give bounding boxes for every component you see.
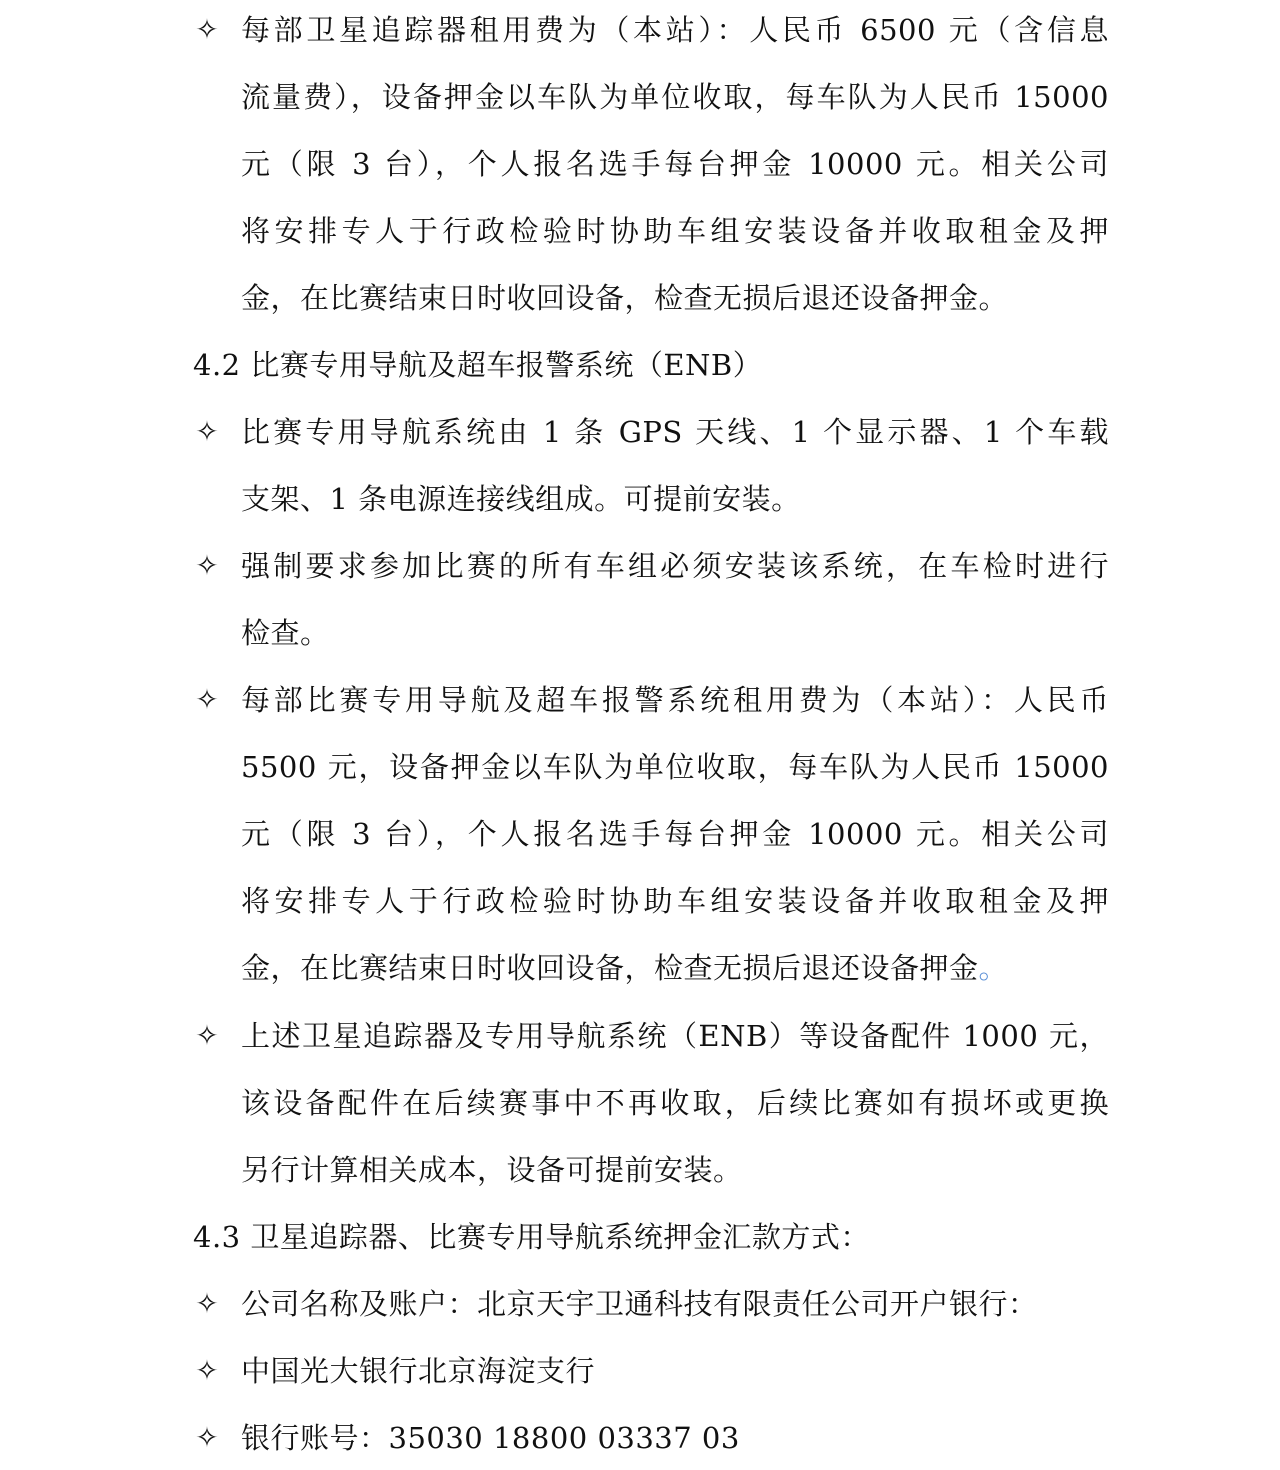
company-account-line: 公司名称及账户：北京天宇卫通科技有限责任公司开户银行： xyxy=(241,1287,1038,1321)
tracker-fee-line-4: 将安排专人于行政检验时协助车组安装设备并收取租金及押 xyxy=(241,214,1109,248)
enb-components-line-2: 支架、1 条电源连接线组成。可提前安装。 xyxy=(241,482,801,516)
diamond-bullet-icon: ✧ xyxy=(195,549,219,582)
tracker-fee-line-2: 流量费），设备押金以车队为单位收取，每车队为人民币 15000 xyxy=(241,80,1109,114)
tracker-fee-line-1: 每部卫星追踪器租用费为（本站）：人民币 6500 元（含信息 xyxy=(241,13,1109,47)
accessories-line-1: 上述卫星追踪器及专用导航系统（ENB）等设备配件 1000 元， xyxy=(241,1019,1109,1053)
tracker-fee-line-5: 金，在比赛结束日时收回设备，检查无损后退还设备押金。 xyxy=(241,281,1009,315)
enb-mandatory-line-2: 检查。 xyxy=(241,616,330,650)
enb-components-line-1: 比赛专用导航系统由 1 条 GPS 天线、1 个显示器、1 个车载 xyxy=(241,415,1109,449)
enb-mandatory-line-1: 强制要求参加比赛的所有车组必须安装该系统，在车检时进行 xyxy=(241,549,1109,583)
enb-fee-line-1: 每部比赛专用导航及超车报警系统租用费为（本站）：人民币 xyxy=(241,683,1109,717)
diamond-bullet-icon: ✧ xyxy=(195,1287,219,1320)
diamond-bullet-icon: ✧ xyxy=(195,1421,219,1454)
section-heading-4-2: 4.2 比赛专用导航及超车报警系统（ENB） xyxy=(193,348,763,382)
enb-fee-line-5-text: 金，在比赛结束日时收回设备，检查无损后退还设备押金 xyxy=(241,951,979,985)
bank-account-line: 银行账号：35030 18800 03337 03 xyxy=(241,1421,740,1455)
section-heading-4-3: 4.3 卫星追踪器、比赛专用导航系统押金汇款方式： xyxy=(193,1220,870,1254)
diamond-bullet-icon: ✧ xyxy=(195,1019,219,1052)
bank-name-line: 中国光大银行北京海淀支行 xyxy=(241,1354,596,1388)
diamond-bullet-icon: ✧ xyxy=(195,415,219,448)
tracker-fee-line-3: 元（限 3 台），个人报名选手每台押金 10000 元。相关公司 xyxy=(241,147,1110,181)
diamond-bullet-icon: ✧ xyxy=(195,13,219,46)
enb-fee-line-2: 5500 元，设备押金以车队为单位收取，每车队为人民币 15000 xyxy=(241,750,1109,784)
accessories-line-2: 该设备配件在后续赛事中不再收取，后续比赛如有损坏或更换 xyxy=(241,1086,1109,1120)
diamond-bullet-icon: ✧ xyxy=(195,683,219,716)
enb-fee-line-3: 元（限 3 台），个人报名选手每台押金 10000 元。相关公司 xyxy=(241,817,1110,851)
diamond-bullet-icon: ✧ xyxy=(195,1354,219,1387)
enb-fee-line-5 xyxy=(241,948,1008,988)
enb-fee-end-mark: 。 xyxy=(978,951,1009,985)
enb-fee-line-4: 将安排专人于行政检验时协助车组安装设备并收取租金及押 xyxy=(241,884,1109,918)
accessories-line-3: 另行计算相关成本，设备可提前安装。 xyxy=(241,1153,743,1187)
